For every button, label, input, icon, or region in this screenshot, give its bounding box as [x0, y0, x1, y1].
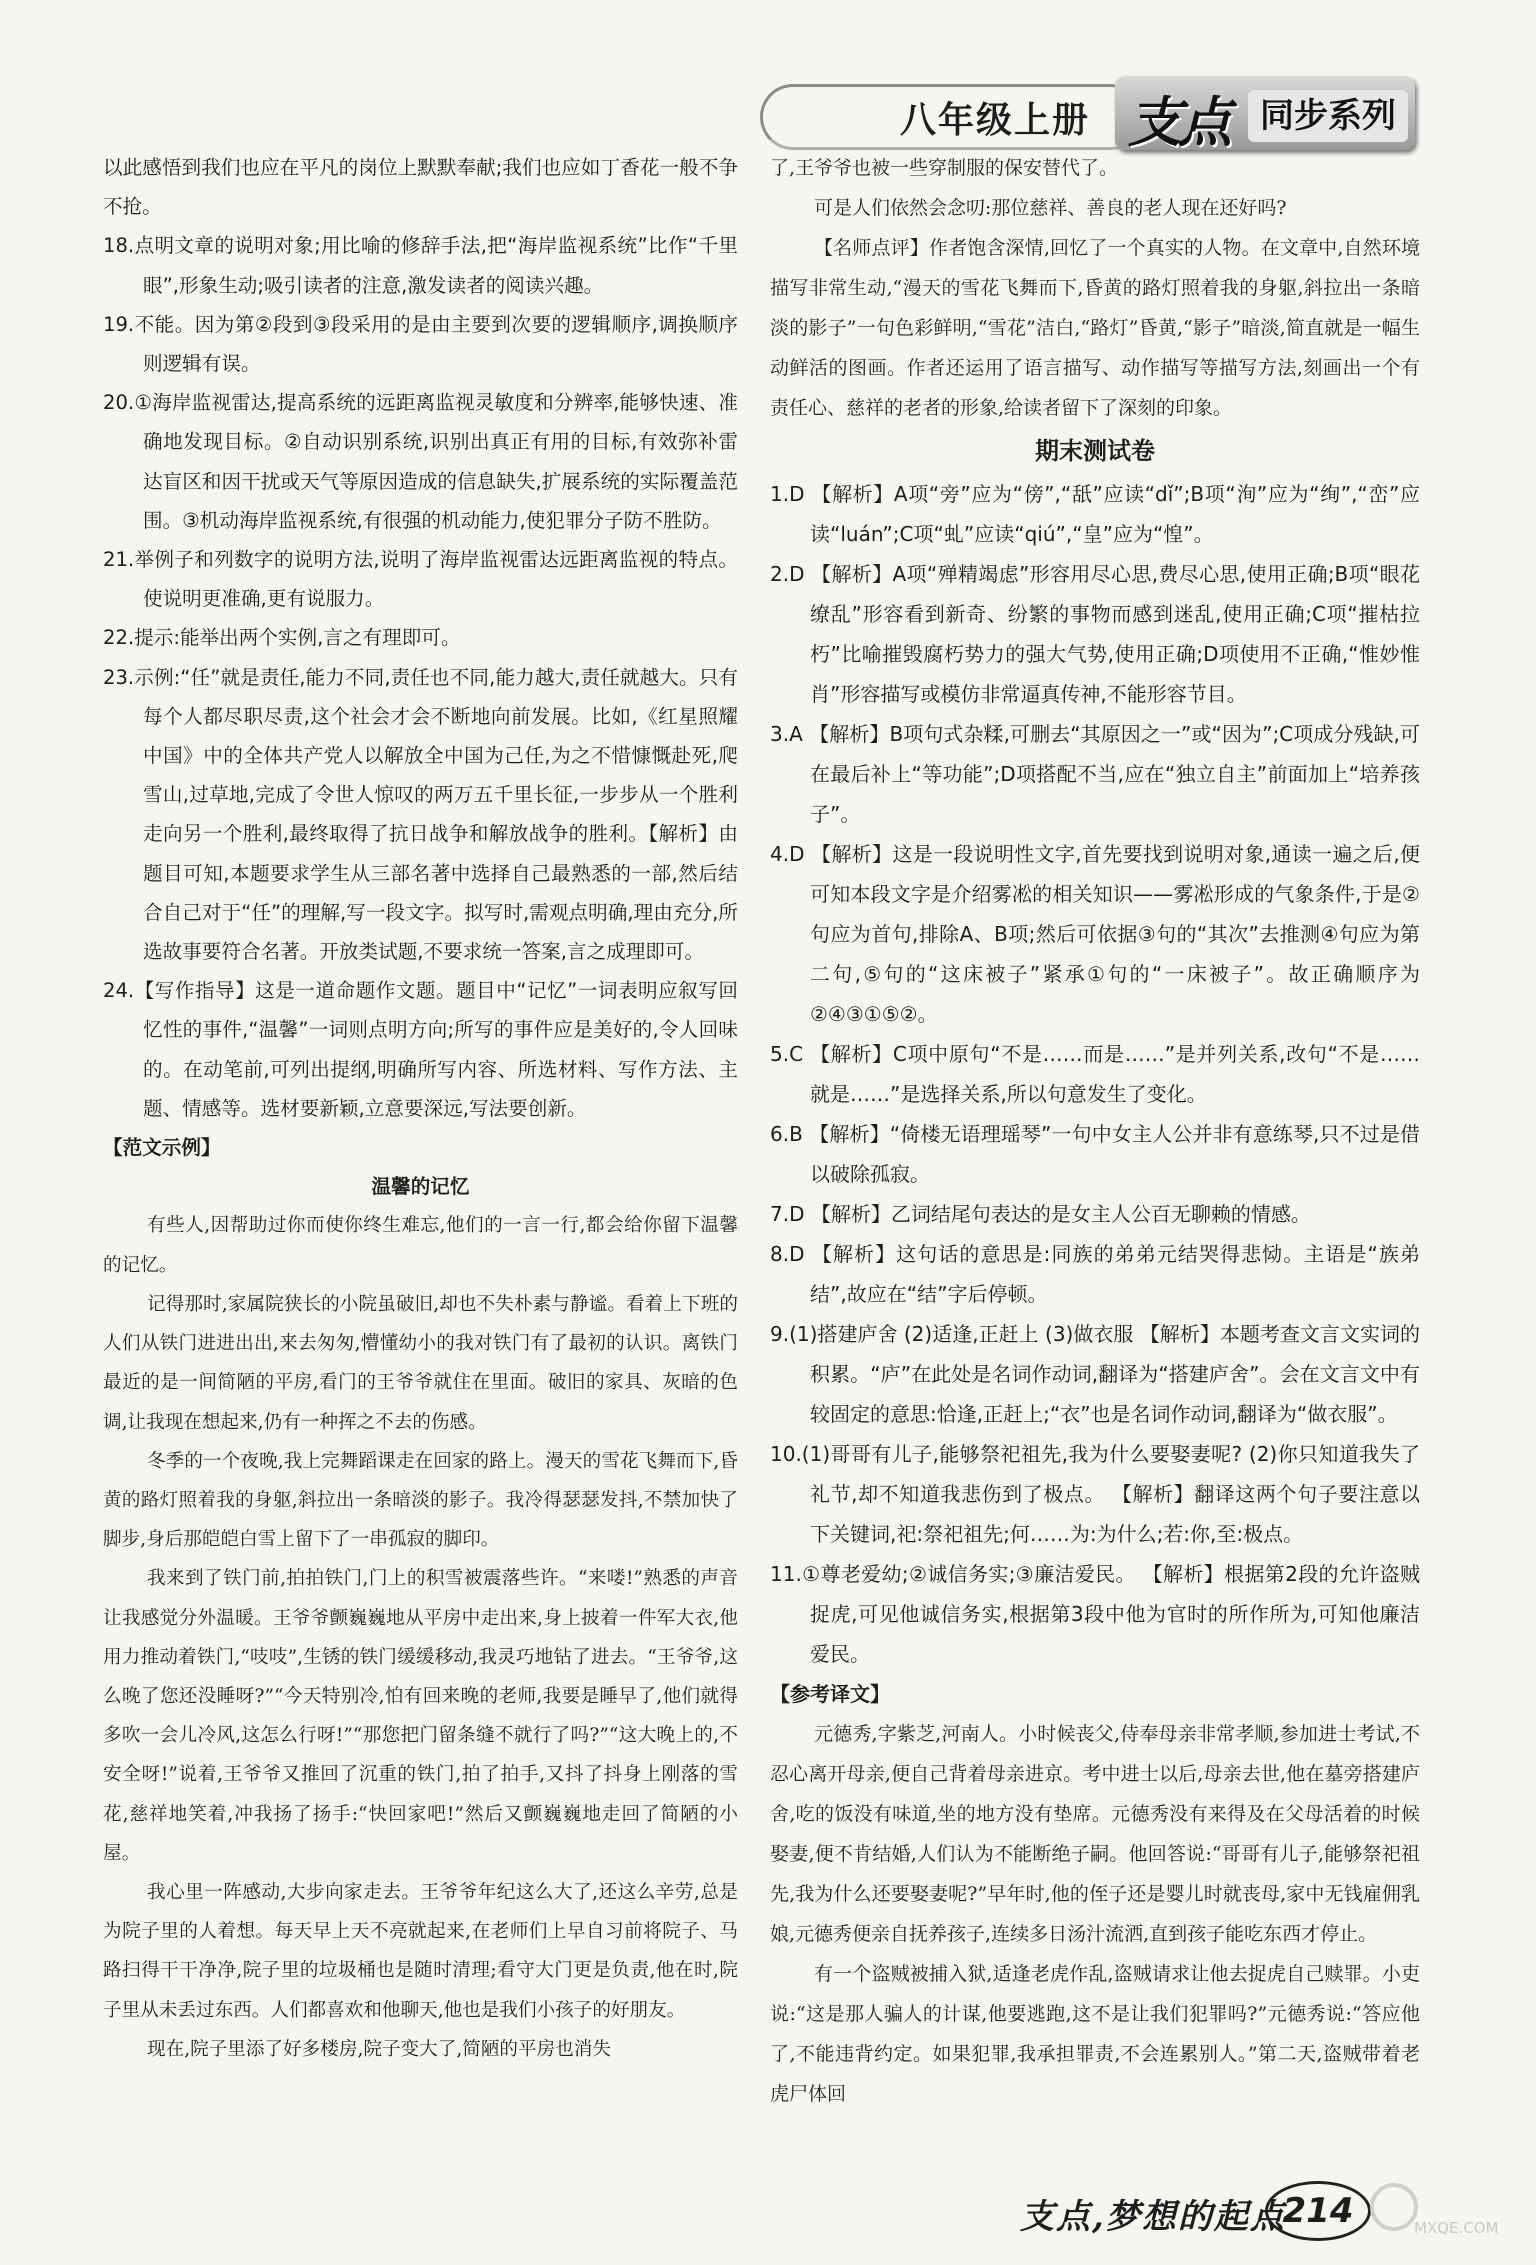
exam-answer-2: 2.D 【解析】A项“殚精竭虑”形容用尽心思,费尽心思,使用正确;B项“眼花缭乱”形容看到新奇、纷繁的事物而感到迷乱,使用正确;C项“摧枯拉朽”比喻摧毁腐朽势力的强大气势,使用正确;D项使用不正确,“惟妙惟肖”形容描写或模仿非常逼真传神,不能形容节目。 [770, 562, 1420, 706]
exam-answer-1: 1.D 【解析】A项“旁”应为“傍”,“舐”应读“dǐ”;B项“洵”应为“绚”,“峦”应读“luán”;C项“虬”应读“qiú”,“皇”应为“惶”。 [770, 482, 1420, 546]
answer-20: 20.①海岸监视雷达,提高系统的远距离监视灵敏度和分辨率,能够快速、准确地发现目标。②自动识别系统,识别出真正有用的目标,有效弥补雷达盲区和因干扰或天气等原因造成的信息缺失,扩展系统的实际覆盖范围。③机动海岸监视系统,有很强的机动能力,使犯罪分子防不胜防。 [103, 391, 738, 532]
essay-paragraph: 冬季的一个夜晚,我上完舞蹈课走在回家的路上。漫天的雪花飞舞而下,昏黄的路灯照着我的身躯,斜拉出一条暗淡的影子。我冷得瑟瑟发抖,不禁加快了脚步,身后那皑皑白雪上留下了一串孤寂的脚印。 [103, 1450, 738, 1551]
watermark-logo-icon [1370, 2183, 1418, 2231]
exam-answer-3: 3.A 【解析】B项句式杂糅,可删去“其原因之一”或“因为”;C项成分残缺,可在最后补上“等功能”;D项搭配不当,应在“独立自主”前面加上“培养孩子”。 [770, 722, 1420, 826]
translation-paragraph: 元德秀,字紫芝,河南人。小时候丧父,侍奉母亲非常孝顺,参加进士考试,不忍心离开母亲,便自己背着母亲进京。考中进士以后,母亲去世,他在墓旁搭建庐舍,吃的饭没有味道,坐的地方没有垫席。元德秀没有来得及在父母活着的时候娶妻,便不肯结婚,人们认为不能断绝子嗣。他回答说:“哥哥有儿子,能够祭祀祖先,我为什么还要娶妻呢?”早年时,他的侄子还是婴儿时就丧母,家中无钱雇佣乳娘,元德秀便亲自抚养孩子,连续多日汤汁流洒,直到孩子能吃东西才停止。 [770, 1723, 1420, 1945]
page-footer [1020, 2175, 1499, 2245]
exam-answer-5: 5.C 【解析】C项中原句“不是……而是……”是并列关系,改句“不是……就是……”是选择关系,所以句意发生了变化。 [770, 1042, 1420, 1106]
right-column [770, 148, 1420, 2114]
essay-continuation: 了,王爷爷也被一些穿制服的保安替代了。 [770, 157, 1119, 179]
watermark [1370, 2175, 1499, 2241]
watermark-text: MXQE.COM [1414, 2219, 1499, 2237]
translation-paragraph: 有一个盗贼被捕入狱,适逢老虎作乱,盗贼请求让他去捉虎自己赎罪。小吏说:“这是那人骗人的计谋,他要逃跑,这不是让我们犯罪吗?”元德秀说:“答应他了,不能违背约定。如果犯罪,我承担罪责,不会连累别人。”第二天,盗贼带着老虎尸体回 [770, 1963, 1420, 2105]
answer-paragraph: 以此感悟到我们也应在平凡的岗位上默默奉献;我们也应如丁香花一般不争不抢。 [103, 156, 738, 219]
exam-section-title: 期末测试卷 [1035, 437, 1155, 465]
essay-paragraph: 记得那时,家属院狭长的小院虽破旧,却也不失朴素与静谧。看着上下班的人们从铁门进进出出,来去匆匆,懵懂幼小的我对铁门有了最初的认识。离铁门最近的是一间简陋的平房,看门的王爷爷就住在里面。破旧的家具、灰暗的色调,让我现在想起来,仍有一种挥之不去的伤感。 [103, 1293, 738, 1433]
exam-answer-10: 10.(1)哥哥有儿子,能够祭祀祖先,我为什么要娶妻呢? (2)你只知道我失了礼节,却不知道我悲伤到了极点。 【解析】翻译这两个句子要注意以下关键词,祀:祭祀祖先;何……为:为什么;若:你,至:极点。 [770, 1442, 1420, 1546]
series-label: 同步系列 [1248, 90, 1408, 142]
essay-paragraph: 现在,院子里添了好多楼房,院子变大了,简陋的平房也消失 [147, 2038, 611, 2060]
page-header [760, 70, 1460, 160]
answer-23: 23.示例:“任”就是责任,能力不同,责任也不同,能力越大,责任就越大。只有每个人都尽职尽责,这个社会才会不断地向前发展。比如,《红星照耀中国》中的全体共产党人以解放全中国为己任,为之不惜慷慨赴死,爬雪山,过草地,完成了令世人惊叹的两万五千里长征,一步步从一个胜利走向另一个胜利,最终取得了抗日战争和解放战争的胜利。【解析】由题目可知,本题要求学生从三部名著中选择自己最熟悉的一部,然后结合自己对于“任”的理解,写一段文字。拟写时,需观点明确,理由充分,所选故事要符合名著。开放类试题,不要求统一答案,言之成理即可。 [103, 665, 738, 964]
answer-21: 21.举例子和列数字的说明方法,说明了海岸监视雷达远距离监视的特点。使说明更准确,更有说服力。 [103, 548, 738, 611]
footer-slogan: 支点,梦想的起点 [1020, 2197, 1286, 2237]
exam-answer-4: 4.D 【解析】这是一段说明性文字,首先要找到说明对象,通读一遍之后,便可知本段文字是介绍雾凇的相关知识——雾凇形成的气象条件,于是②句应为首句,排除A、B项;然后可依据③句的“其次”去推测④句应为第二句,⑤句的“这床被子”紧承①句的“一床被子”。故正确顺序为②④③①⑤②。 [770, 842, 1420, 1026]
page-number: 214 [1265, 2181, 1371, 2241]
answer-24: 24.【写作指导】这是一道命题作文题。题目中“记忆”一词表明应叙写回忆性的事件,“温馨”一词则点明方向;所写的事件应是美好的,令人回味的。在动笔前,可列出提纲,明确所写内容、所选材料、写作方法、主题、情感等。选材要新颖,立意要深远,写法要创新。 [103, 979, 738, 1120]
essay-title: 温馨的记忆 [371, 1175, 470, 1199]
exam-answer-7: 7.D 【解析】乙词结尾句表达的是女主人公百无聊赖的情感。 [770, 1202, 1311, 1226]
teacher-comment: 【名师点评】作者饱含深情,回忆了一个真实的人物。在文章中,自然环境描写非常生动,“漫天的雪花飞舞而下,昏黄的路灯照着我的身躯,斜拉出一条暗淡的影子”一句色彩鲜明,“雪花”洁白,“路灯”昏黄,“影子”暗淡,简直就是一幅生动鲜活的图画。作者还运用了语言描写、动作描写等描写方法,刻画出一个有责任心、慈祥的老者的形象,给读者留下了深刻的印象。 [770, 237, 1420, 419]
exam-answer-11: 11.①尊老爱幼;②诚信务实;③廉洁爱民。 【解析】根据第2段的允许盗贼捉虎,可见他诚信务实,根据第3段中他为官时的所作所为,可知他廉洁爱民。 [770, 1562, 1420, 1666]
exam-answer-9: 9.(1)搭建庐舍 (2)适逢,正赶上 (3)做衣服 【解析】本题考查文言文实词的积累。“庐”在此处是名词作动词,翻译为“搭建庐舍”。会在文言文中有较固定的意思:恰逢,正赶上;“衣”也是名词作动词,翻译为“做衣服”。 [770, 1322, 1420, 1426]
left-column [103, 148, 738, 2069]
essay-paragraph: 可是人们依然会念叨:那位慈祥、善良的老人现在还好吗? [814, 197, 1287, 219]
essay-paragraph: 我来到了铁门前,拍拍铁门,门上的积雪被震落些许。“来喽!”熟悉的声音让我感觉分外温暖。王爷爷颤巍巍地从平房中走出来,身上披着一件军大衣,他用力推动着铁门,“吱吱”,生锈的铁门缓缓移动,我灵巧地钻了进去。“王爷爷,这么晚了您还没睡呀?”“今天特别冷,怕有回来晚的老师,我要是睡早了,他们就得多吹一会儿冷风,这怎么行呀!”“那您把门留条缝不就行了吗?”“这大晚上的,不安全呀!”说着,王爷爷又推回了沉重的铁门,拍了拍手,又抖了抖身上刚落的雪花,慈祥地笑着,冲我扬了扬手:“快回家吧!”然后又颤巍巍地走回了简陋的小屋。 [103, 1568, 738, 1864]
answer-18: 18.点明文章的说明对象;用比喻的修辞手法,把“海岸监视系统”比作“千里眼”,形象生动;吸引读者的注意,激发读者的阅读兴趣。 [103, 234, 738, 297]
essay-paragraph: 有些人,因帮助过你而使你终生难忘,他们的一言一行,都会给你留下温馨的记忆。 [103, 1215, 738, 1276]
exam-answer-6: 6.B 【解析】“倚楼无语理瑶琴”一句中女主人公并非有意练琴,只不过是借以破除孤寂。 [770, 1122, 1420, 1186]
translation-label: 【参考译文】 [770, 1682, 890, 1706]
grade-label: 八年级上册 [900, 100, 1091, 141]
sample-essay-label: 【范文示例】 [103, 1136, 221, 1160]
essay-paragraph: 我心里一阵感动,大步向家走去。王爷爷年纪这么大了,还这么辛劳,总是为院子里的人着想。每天早上天不亮就起来,在老师们上早自习前将院子、马路扫得干干净净,院子里的垃圾桶也是随时清理;看守大门更是负责,他在时,院子里从未丢过东西。人们都喜欢和他聊天,他也是我们小孩子的好朋友。 [103, 1881, 738, 2021]
brand-logo: 支点 [1128, 91, 1228, 154]
answer-19: 19.不能。因为第②段到③段采用的是由主要到次要的逻辑顺序,调换顺序则逻辑有误。 [103, 312, 738, 376]
exam-answer-8: 8.D 【解析】这句话的意思是:同族的弟弟元结哭得悲恸。主语是“族弟结”,故应在“结”字后停顿。 [770, 1242, 1420, 1306]
answer-22: 22.提示:能举出两个实例,言之有理即可。 [103, 626, 461, 650]
